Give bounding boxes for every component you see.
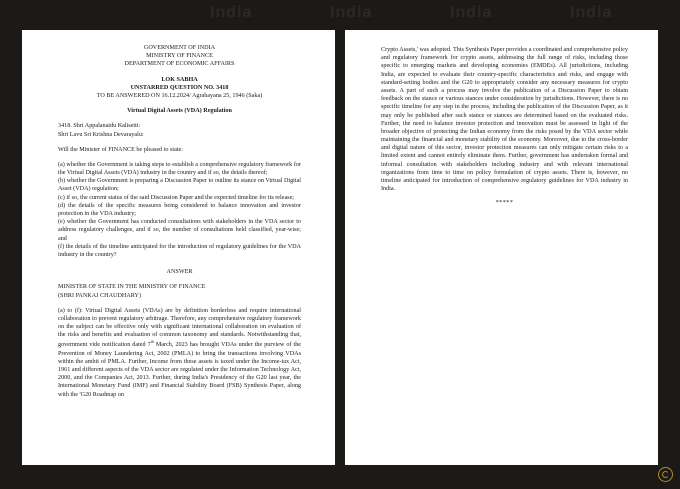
document-page-1 — [22, 30, 335, 465]
question-e: (e) whether the Government has conducted consultations with stakeholders in the VDA sector to address regulatory challenges, and if so, the number of consultations held classified, year-wise; and — [58, 219, 301, 242]
asker-2: Shri Lavu Sri Krishna Devarayalu: — [58, 131, 144, 138]
question-b: (b) whether the Government is preparing a Discussion Paper to outline its stance on Virtual Digital Asset (VDA) regulation; — [58, 178, 301, 193]
document-page-2 — [345, 30, 658, 465]
question-c: (c) if so, the current status of the said Discussion Paper and the expected timeline for its release; — [58, 194, 294, 201]
answer-heading: ANSWER — [166, 269, 193, 276]
answer-superscript: th — [150, 339, 154, 345]
header-ministry: MINISTRY OF FINANCE — [146, 53, 213, 60]
document-header — [58, 44, 301, 100]
document-subject: Virtual Digital Assets (VDA) Regulation — [127, 108, 232, 115]
watermark-text: India — [570, 4, 613, 21]
header-government: GOVERNMENT OF INDIA — [143, 45, 216, 51]
question-d: (d) the details of the specific measures being considered to balance innovation and investor protection in the VDA industry; — [58, 202, 301, 217]
watermark-text: India — [210, 4, 253, 21]
minister-title: MINISTER OF STATE IN THE MINISTRY OF FINANCE — [58, 284, 206, 291]
question-intro: Will the Minister of FINANCE be pleased to state: — [58, 146, 183, 153]
header-department: DEPARTMENT OF ECONOMIC AFFAIRS — [124, 61, 235, 68]
question-f: (f) the details of the timeline anticipated for the introduction of regulatory guidelines for the VDA industry in the country? — [58, 243, 301, 258]
watermark-text: India — [330, 4, 373, 21]
answer-continuation: Crypto Assets,' was adopted. This Synthesis Paper provides a coordinated and comprehensive policy and regulatory framework for crypto assets, addressing the full range of risks, including those specific to emerging markets and developing economies (EMDEs). All jurisdictions, including India, are expected to evaluate their country-specific characteristics and risks, and engage with standard-setting bodies and the G20 to appropriately consider any necessary measures for crypto assets. A part of such a process may involve the publication of a Discussion Paper to obtain feedback on the stance or various stances under consideration by jurisdictions. However, there is no specific timeline for any step in the process, including the publication of the Discussion Paper, as it may only be published after such stance or stances are determined based on the evaluated risks. Further, the need to balance investor protection and innovation must be assessed in light of the broader objective of protecting the Indian economy from the risks posed by the VDA sector while maintaining the financial and monetary stability of the economy. Moreover, due to the cross-border and digital nature of this sector, investor protection measures can only mitigate certain risks to a limited extent and cannot entirely eliminate them. Further, government has undertaken formal and informal consultation with stakeholders including industry and with relevant international organizations from time to time on policy formulation of crypto assets. There is, however, no timeline anticipated for introduction of comprehensive regulatory guidelines for VDA industry in India. — [381, 47, 628, 193]
answer-body-text-1: (a) to (f): Virtual Digital Assets (VDAs) are by definition borderless and require international collaboration to prevent regulatory arbitrage. Therefore, any comprehensive regulatory framework on the subject can be effective only with significant international collaboration on evaluation of the risks and benefits and evaluation of common taxonomy and standards. Notwithstanding that, government vide notification dated 7 — [58, 307, 301, 349]
watermark-text: India — [450, 4, 493, 21]
question-a: (a) whether the Government is taking steps to establish a comprehensive regulatory framework for the Virtual Digital Assets (VDA) industry in the country and if so, the details thereof; — [58, 161, 301, 177]
header-question-number: UNSTARRED QUESTION NO. 3418 — [130, 84, 229, 91]
answer-body-text-2: March, 2023 has brought VDAs under the purview of the Prevention of Money Laundering Act, 2002 (PMLA) to bring the transactions involving VDAs within the ambit of PMLA. Further, Income from these assets is taxed under the Income-tax Act, 1961 and different aspects of the VDA sector are regulated under the Information Technology Act, 2000, and the Companies Act, 2013. Further, during India's Presidency of the G20 last year, the International Monetary Fund (IMF) and Financial Stability Board (FSB) Synthesis Paper, along with the 'G20 Roadmap on — [58, 342, 301, 398]
asker-1: 3418. Shri Appalanaidu Kalisetti: — [58, 123, 141, 130]
end-of-answer-mark: ***** — [495, 200, 514, 207]
answer-body — [58, 307, 301, 399]
brand-logo-icon — [658, 467, 673, 482]
header-answer-date: TO BE ANSWERED ON 16.12.2024/ Agrahayana 25, 1946 (Saka) — [96, 92, 263, 99]
header-house: LOK SABHA — [161, 76, 198, 83]
minister-name: (SHRI PANKAJ CHAUDHARY) — [58, 292, 142, 299]
